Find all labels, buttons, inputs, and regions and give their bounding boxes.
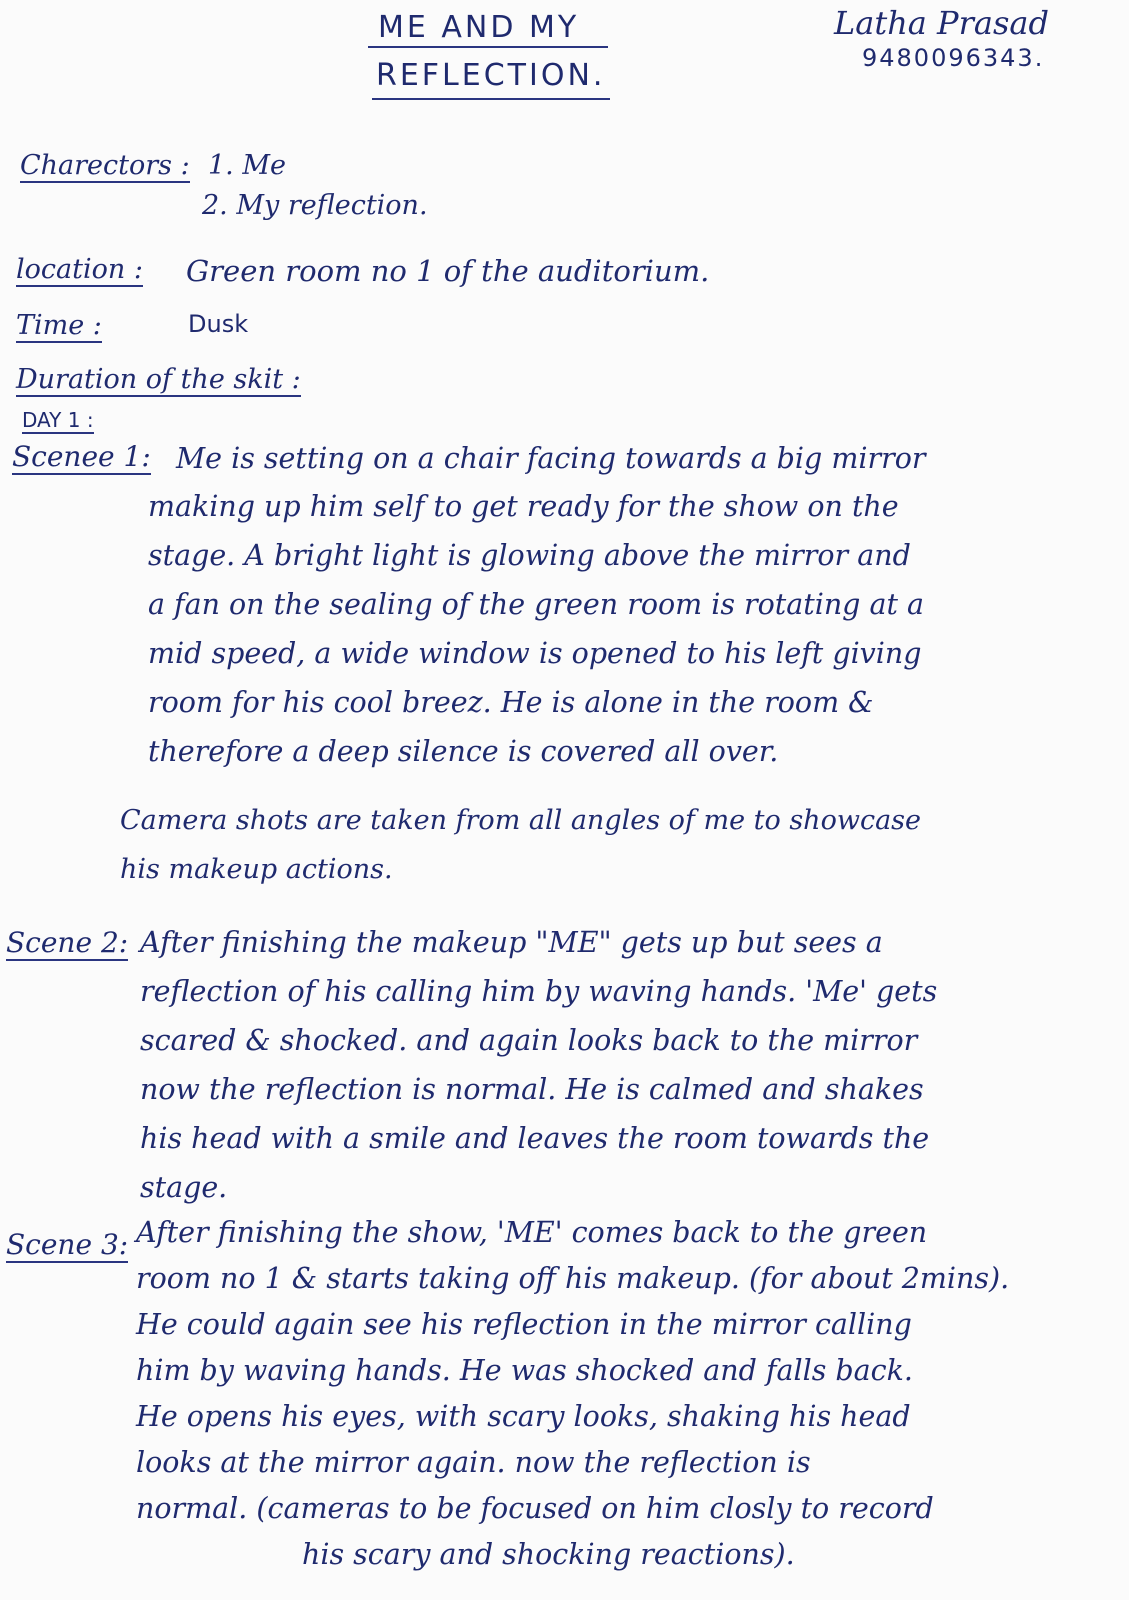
camera-note-line: Camera shots are taken from all angles of me to showcase: [120, 805, 921, 836]
scene1-text-line: room for his cool breez. He is alone in the room &: [148, 686, 874, 719]
location-value: Green room no 1 of the auditorium.: [186, 254, 710, 288]
title-line-2: REFLECTION.: [376, 58, 606, 93]
author-name: Latha Prasad: [834, 4, 1049, 42]
scene1-text-line: Me is setting on a chair facing towards a big mirror: [176, 442, 926, 475]
scene3-text-line: looks at the mirror again. now the reflection is: [136, 1446, 811, 1479]
scene1-line-1: [176, 434, 926, 483]
author-phone: 9480096343.: [862, 44, 1045, 72]
scene3-text-line: He opens his eyes, with scary looks, shaking his head: [136, 1400, 911, 1433]
title-line-1: ME AND MY: [378, 10, 580, 45]
scene3-text-line: He could again see his reflection in the mirror calling: [136, 1308, 912, 1341]
characters-label: Charectors :: [20, 150, 190, 181]
day-label: DAY 1 :: [22, 408, 94, 432]
scene3-body: [136, 1210, 1009, 1578]
title-underline-1: [368, 46, 608, 48]
scene1-body: [148, 482, 924, 776]
scene1-text-line: mid speed, a wide window is opened to his left giving: [148, 637, 922, 670]
scene2-label: Scene 2:: [6, 926, 129, 959]
scene3-label: Scene 3:: [6, 1228, 129, 1261]
time-label: Time :: [16, 310, 102, 341]
scene1-camera-notes: [120, 796, 921, 894]
scene3-text-line: his scary and shocking reactions).: [302, 1538, 795, 1571]
scene1-text-line: therefore a deep silence is covered all over.: [148, 735, 779, 768]
scene3-text-line: normal. (cameras to be focused on him closly to record: [136, 1492, 934, 1525]
location-label: location :: [16, 254, 143, 285]
scene2-text-line: scared & shocked. and again looks back to the mirror: [140, 1024, 918, 1057]
scene1-label: Scenee 1:: [12, 440, 151, 473]
scene3-text-line: him by waving hands. He was shocked and falls back.: [136, 1354, 913, 1387]
scene1-text-line: stage. A bright light is glowing above the mirror and: [148, 539, 911, 572]
scene3-text-line: After finishing the show, 'ME' comes back to the green: [136, 1216, 928, 1249]
scene2-text-line: After finishing the makeup "ME" gets up but sees a: [140, 926, 883, 959]
scene2-body: [140, 918, 937, 1212]
scene2-text-line: stage.: [140, 1171, 228, 1204]
scene2-text-line: his head with a smile and leaves the room towards the: [140, 1122, 930, 1155]
title-underline-2: [372, 98, 610, 100]
character-item-2: 2. My reflection.: [202, 190, 428, 221]
scene2-text-line: now the reflection is normal. He is calmed and shakes: [140, 1073, 924, 1106]
duration-label: Duration of the skit :: [16, 364, 301, 395]
scene2-text-line: reflection of his calling him by waving hands. 'Me' gets: [140, 975, 938, 1008]
time-value: Dusk: [188, 310, 249, 338]
camera-note-line: his makeup actions.: [120, 854, 393, 885]
scene1-text-line: a fan on the sealing of the green room is rotating at a: [148, 588, 924, 621]
scene1-text-line: making up him self to get ready for the show on the: [148, 490, 899, 523]
scene3-text-line: room no 1 & starts taking off his makeup. (for about 2mins).: [136, 1262, 1010, 1295]
character-item-1: 1. Me: [208, 150, 286, 181]
